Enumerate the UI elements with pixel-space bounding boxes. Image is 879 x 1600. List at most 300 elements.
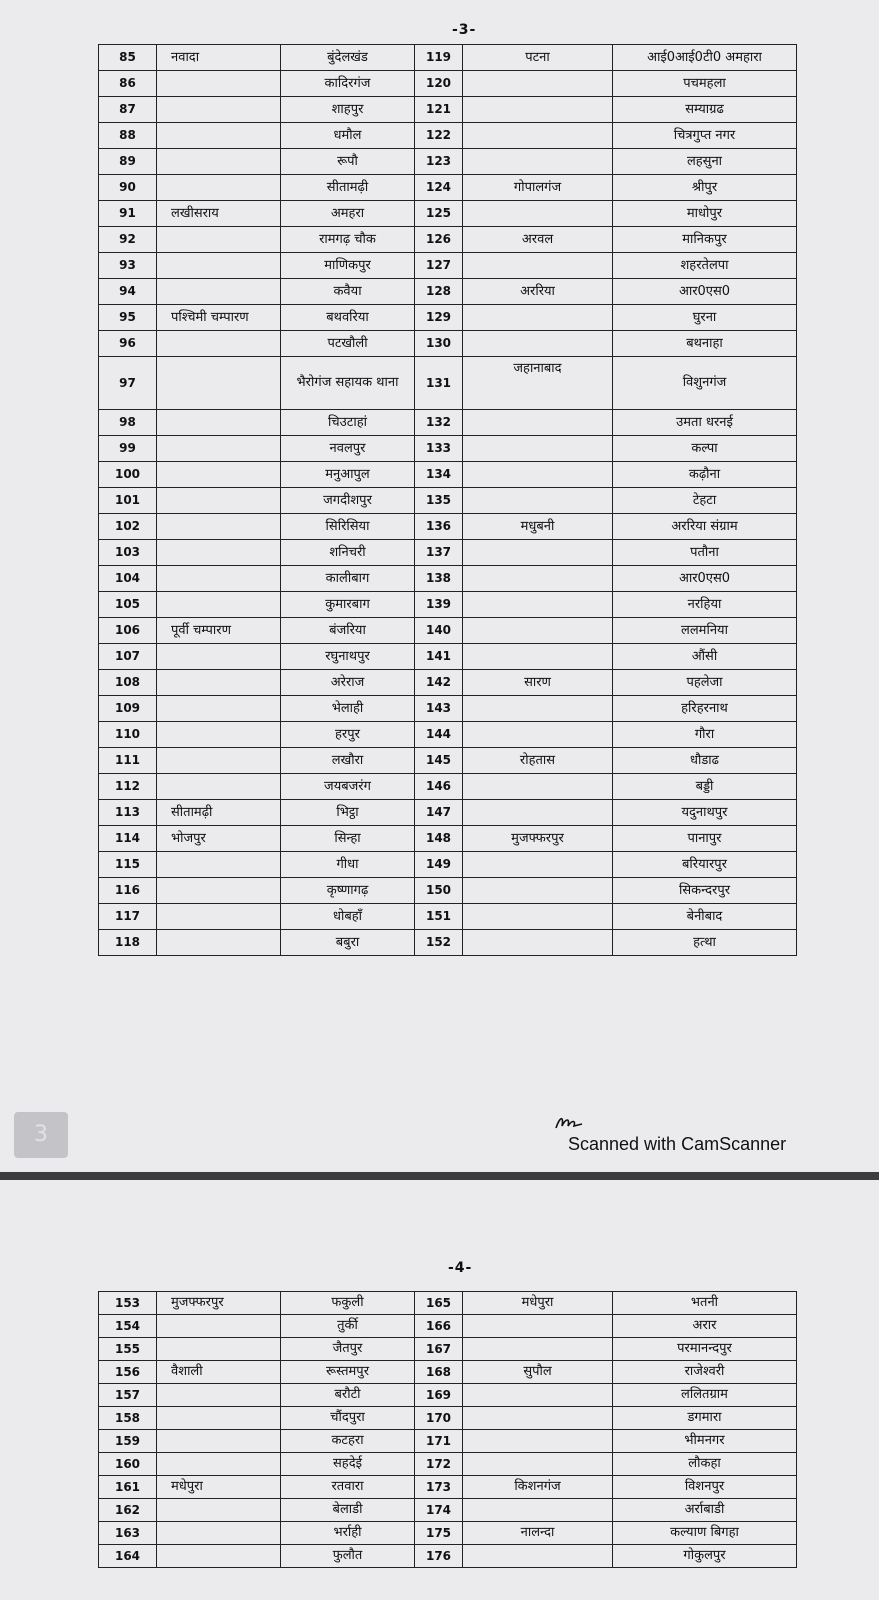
serial-number: 165 <box>415 1292 463 1315</box>
table-row <box>99 45 797 71</box>
police-station-table <box>98 44 797 956</box>
table-row <box>99 774 797 800</box>
serial-number: 106 <box>99 618 157 644</box>
station-name: कल्याण बिगहा <box>613 1522 797 1545</box>
table-row <box>99 930 797 956</box>
table-row <box>99 357 797 410</box>
table-row <box>99 305 797 331</box>
district-name <box>157 253 281 279</box>
serial-number: 138 <box>415 566 463 592</box>
station-name: रामगढ़ चौक <box>281 227 415 253</box>
station-name: कवैया <box>281 279 415 305</box>
station-name: सहदेई <box>281 1453 415 1476</box>
station-name: कुमारबाग <box>281 592 415 618</box>
serial-number: 175 <box>415 1522 463 1545</box>
district-name <box>463 331 613 357</box>
table-row <box>99 618 797 644</box>
table-row <box>99 253 797 279</box>
serial-number: 129 <box>415 305 463 331</box>
serial-number: 149 <box>415 852 463 878</box>
station-name: चौंदपुरा <box>281 1407 415 1430</box>
page-badge[interactable]: 3 <box>14 1112 68 1158</box>
document-page-4 <box>0 1180 879 1600</box>
table-row <box>99 878 797 904</box>
district-name <box>157 410 281 436</box>
district-name <box>157 670 281 696</box>
station-name: फुलौत <box>281 1545 415 1568</box>
station-name: अरेराज <box>281 670 415 696</box>
district-name <box>463 878 613 904</box>
station-name: मानिकपुर <box>613 227 797 253</box>
serial-number: 113 <box>99 800 157 826</box>
district-name <box>157 644 281 670</box>
table-row <box>99 1292 797 1315</box>
serial-number: 96 <box>99 331 157 357</box>
station-name: विशुनगंज <box>613 357 797 410</box>
district-name: रोहतास <box>463 748 613 774</box>
serial-number: 110 <box>99 722 157 748</box>
serial-number: 140 <box>415 618 463 644</box>
serial-number: 148 <box>415 826 463 852</box>
station-name: पचमहला <box>613 71 797 97</box>
table-row <box>99 1361 797 1384</box>
serial-number: 133 <box>415 436 463 462</box>
serial-number: 107 <box>99 644 157 670</box>
station-name: शाहपुर <box>281 97 415 123</box>
station-name: पटखौली <box>281 331 415 357</box>
station-name: भेलाही <box>281 696 415 722</box>
serial-number: 131 <box>415 357 463 410</box>
district-name <box>157 878 281 904</box>
district-name <box>157 1545 281 1568</box>
district-name <box>157 149 281 175</box>
station-name: गोकुलपुर <box>613 1545 797 1568</box>
station-name: शहरतेलपा <box>613 253 797 279</box>
serial-number: 98 <box>99 410 157 436</box>
serial-number: 97 <box>99 357 157 410</box>
district-name <box>463 1338 613 1361</box>
serial-number: 162 <box>99 1499 157 1522</box>
station-name: गीधा <box>281 852 415 878</box>
table-row <box>99 1384 797 1407</box>
station-name: घुरना <box>613 305 797 331</box>
serial-number: 115 <box>99 852 157 878</box>
serial-number: 159 <box>99 1430 157 1453</box>
table-row <box>99 644 797 670</box>
serial-number: 150 <box>415 878 463 904</box>
station-name: आई0आई0टी0 अमहारा <box>613 45 797 71</box>
district-name: सुपौल <box>463 1361 613 1384</box>
table-row <box>99 410 797 436</box>
station-name: परमानन्दपुर <box>613 1338 797 1361</box>
station-name: शनिचरी <box>281 540 415 566</box>
station-name: टेहटा <box>613 488 797 514</box>
serial-number: 146 <box>415 774 463 800</box>
serial-number: 117 <box>99 904 157 930</box>
district-name <box>463 1315 613 1338</box>
station-name: राजेश्वरी <box>613 1361 797 1384</box>
serial-number: 173 <box>415 1476 463 1499</box>
table-row <box>99 1499 797 1522</box>
serial-number: 126 <box>415 227 463 253</box>
serial-number: 158 <box>99 1407 157 1430</box>
station-name: माणिकपुर <box>281 253 415 279</box>
serial-number: 108 <box>99 670 157 696</box>
district-name <box>157 566 281 592</box>
district-name <box>463 1430 613 1453</box>
district-name: किशनगंज <box>463 1476 613 1499</box>
district-name: मधुबनी <box>463 514 613 540</box>
district-name <box>463 800 613 826</box>
table-row <box>99 696 797 722</box>
serial-number: 136 <box>415 514 463 540</box>
station-name: अर्राबाडी <box>613 1499 797 1522</box>
serial-number: 102 <box>99 514 157 540</box>
serial-number: 100 <box>99 462 157 488</box>
district-name: पटना <box>463 45 613 71</box>
district-name: नवादा <box>157 45 281 71</box>
station-name: जैतपुर <box>281 1338 415 1361</box>
district-name <box>157 1499 281 1522</box>
serial-number: 92 <box>99 227 157 253</box>
serial-number: 116 <box>99 878 157 904</box>
district-name <box>463 774 613 800</box>
table-row <box>99 800 797 826</box>
serial-number: 168 <box>415 1361 463 1384</box>
station-name: भिट्ठा <box>281 800 415 826</box>
serial-number: 111 <box>99 748 157 774</box>
district-name <box>157 930 281 956</box>
district-name <box>463 305 613 331</box>
station-name: चिउटाहां <box>281 410 415 436</box>
table-row <box>99 592 797 618</box>
district-name <box>463 462 613 488</box>
serial-number: 91 <box>99 201 157 227</box>
table-row <box>99 331 797 357</box>
serial-number: 87 <box>99 97 157 123</box>
station-name: बरियारपुर <box>613 852 797 878</box>
station-name: लहसुना <box>613 149 797 175</box>
station-name: भैरोगंज सहायक थाना <box>281 357 415 410</box>
district-name <box>463 436 613 462</box>
district-name <box>157 696 281 722</box>
district-name <box>463 488 613 514</box>
table-row <box>99 852 797 878</box>
station-name: ललितग्राम <box>613 1384 797 1407</box>
district-name: पूर्वी चम्पारण <box>157 618 281 644</box>
station-name: हरिहरनाथ <box>613 696 797 722</box>
table-row <box>99 722 797 748</box>
district-name: पश्चिमी चम्पारण <box>157 305 281 331</box>
district-name <box>157 592 281 618</box>
station-name: बथवरिया <box>281 305 415 331</box>
district-name: भोजपुर <box>157 826 281 852</box>
serial-number: 130 <box>415 331 463 357</box>
station-name: नरहिया <box>613 592 797 618</box>
station-name: सिकन्दरपुर <box>613 878 797 904</box>
table-row <box>99 149 797 175</box>
page-number: -4- <box>448 1260 473 1276</box>
table-row <box>99 904 797 930</box>
table-row <box>99 1338 797 1361</box>
serial-number: 94 <box>99 279 157 305</box>
scanner-watermark: Scanned with CamScanner <box>568 1134 787 1154</box>
serial-number: 142 <box>415 670 463 696</box>
district-name <box>157 1338 281 1361</box>
station-name: बंजरिया <box>281 618 415 644</box>
station-name: मनुआपुल <box>281 462 415 488</box>
district-name <box>157 748 281 774</box>
serial-number: 170 <box>415 1407 463 1430</box>
serial-number: 125 <box>415 201 463 227</box>
station-name: कालीबाग <box>281 566 415 592</box>
district-name <box>157 1522 281 1545</box>
district-name: मुजफ्फरपुर <box>157 1292 281 1315</box>
district-name: लखीसराय <box>157 201 281 227</box>
district-name <box>463 852 613 878</box>
table-row <box>99 1453 797 1476</box>
district-name <box>157 123 281 149</box>
station-name: ललमनिया <box>613 618 797 644</box>
page-number: -3- <box>452 22 477 38</box>
serial-number: 160 <box>99 1453 157 1476</box>
station-name: औंसी <box>613 644 797 670</box>
table-row <box>99 279 797 305</box>
serial-number: 172 <box>415 1453 463 1476</box>
table-row <box>99 748 797 774</box>
serial-number: 88 <box>99 123 157 149</box>
station-name: भीमनगर <box>613 1430 797 1453</box>
station-name: जगदीशपुर <box>281 488 415 514</box>
serial-number: 147 <box>415 800 463 826</box>
district-name <box>157 488 281 514</box>
table-row <box>99 436 797 462</box>
police-station-table <box>98 1291 797 1568</box>
table-row <box>99 488 797 514</box>
table-row <box>99 1407 797 1430</box>
station-name: अररिया संग्राम <box>613 514 797 540</box>
serial-number: 156 <box>99 1361 157 1384</box>
station-name: बड्डी <box>613 774 797 800</box>
serial-number: 86 <box>99 71 157 97</box>
district-name <box>463 71 613 97</box>
district-name <box>157 97 281 123</box>
serial-number: 90 <box>99 175 157 201</box>
district-name: मधेपुरा <box>463 1292 613 1315</box>
serial-number: 122 <box>415 123 463 149</box>
district-name <box>463 1384 613 1407</box>
serial-number: 95 <box>99 305 157 331</box>
table-row <box>99 123 797 149</box>
serial-number: 174 <box>415 1499 463 1522</box>
station-name: कृष्णागढ़ <box>281 878 415 904</box>
district-name <box>463 410 613 436</box>
district-name: मधेपुरा <box>157 1476 281 1499</box>
serial-number: 123 <box>415 149 463 175</box>
district-name <box>463 1499 613 1522</box>
serial-number: 137 <box>415 540 463 566</box>
table-row <box>99 670 797 696</box>
station-name: सम्याग्रढ <box>613 97 797 123</box>
serial-number: 151 <box>415 904 463 930</box>
station-name: डगमारा <box>613 1407 797 1430</box>
serial-number: 121 <box>415 97 463 123</box>
district-name <box>463 540 613 566</box>
district-name: सीतामढ़ी <box>157 800 281 826</box>
serial-number: 144 <box>415 722 463 748</box>
station-name: लखौरा <box>281 748 415 774</box>
district-name <box>157 357 281 410</box>
district-name: जहानाबाद <box>463 357 613 410</box>
station-name: सीतामढ़ी <box>281 175 415 201</box>
district-name <box>463 1453 613 1476</box>
district-name <box>463 123 613 149</box>
district-name <box>463 253 613 279</box>
table-row <box>99 826 797 852</box>
district-name <box>463 722 613 748</box>
station-name: तुर्की <box>281 1315 415 1338</box>
table-row <box>99 1545 797 1568</box>
serial-number: 134 <box>415 462 463 488</box>
serial-number: 112 <box>99 774 157 800</box>
serial-number: 105 <box>99 592 157 618</box>
station-name: रूस्तमपुर <box>281 1361 415 1384</box>
serial-number: 171 <box>415 1430 463 1453</box>
district-name <box>157 774 281 800</box>
serial-number: 109 <box>99 696 157 722</box>
serial-number: 118 <box>99 930 157 956</box>
table-row <box>99 540 797 566</box>
table-row <box>99 514 797 540</box>
serial-number: 89 <box>99 149 157 175</box>
district-name: नालन्दा <box>463 1522 613 1545</box>
serial-number: 157 <box>99 1384 157 1407</box>
district-name <box>463 149 613 175</box>
station-name: बुंदेलखंड <box>281 45 415 71</box>
station-name: भतनी <box>613 1292 797 1315</box>
district-name <box>157 175 281 201</box>
station-name: भर्राही <box>281 1522 415 1545</box>
serial-number: 127 <box>415 253 463 279</box>
district-name <box>157 540 281 566</box>
district-name <box>157 279 281 305</box>
district-name <box>463 904 613 930</box>
station-name: पानापुर <box>613 826 797 852</box>
district-name <box>157 71 281 97</box>
station-name: विशनपुर <box>613 1476 797 1499</box>
station-name: हत्था <box>613 930 797 956</box>
serial-number: 155 <box>99 1338 157 1361</box>
station-name: सिन्हा <box>281 826 415 852</box>
station-name: उमता धरनई <box>613 410 797 436</box>
district-name: मुजफ्फरपुर <box>463 826 613 852</box>
station-name: गौरा <box>613 722 797 748</box>
district-name <box>463 644 613 670</box>
district-name <box>157 436 281 462</box>
station-name: कादिरगंज <box>281 71 415 97</box>
serial-number: 119 <box>415 45 463 71</box>
serial-number: 143 <box>415 696 463 722</box>
district-name <box>463 592 613 618</box>
station-name: धौडाढ <box>613 748 797 774</box>
station-name: बेलाडी <box>281 1499 415 1522</box>
page-divider <box>0 1172 879 1180</box>
station-name: चित्रगुप्त नगर <box>613 123 797 149</box>
station-name: अरार <box>613 1315 797 1338</box>
station-name: आर0एस0 <box>613 566 797 592</box>
serial-number: 139 <box>415 592 463 618</box>
station-name: नवलपुर <box>281 436 415 462</box>
station-name: बरौटी <box>281 1384 415 1407</box>
station-name: कटहरा <box>281 1430 415 1453</box>
station-name: पतौना <box>613 540 797 566</box>
district-name <box>157 1430 281 1453</box>
serial-number: 128 <box>415 279 463 305</box>
district-name <box>157 1384 281 1407</box>
serial-number: 103 <box>99 540 157 566</box>
station-name: लौकहा <box>613 1453 797 1476</box>
serial-number: 169 <box>415 1384 463 1407</box>
station-name: रघुनाथपुर <box>281 644 415 670</box>
station-name: यदुनाथपुर <box>613 800 797 826</box>
station-name: आर0एस0 <box>613 279 797 305</box>
serial-number: 141 <box>415 644 463 670</box>
camscanner-logo-icon <box>552 1112 592 1134</box>
station-name: हरपुर <box>281 722 415 748</box>
district-name: गोपालगंज <box>463 175 613 201</box>
district-name <box>463 696 613 722</box>
district-name <box>157 1453 281 1476</box>
station-name: बथनाहा <box>613 331 797 357</box>
serial-number: 135 <box>415 488 463 514</box>
district-name <box>157 722 281 748</box>
district-name <box>157 852 281 878</box>
district-name <box>463 566 613 592</box>
serial-number: 154 <box>99 1315 157 1338</box>
station-name: माधोपुर <box>613 201 797 227</box>
table-row <box>99 71 797 97</box>
serial-number: 161 <box>99 1476 157 1499</box>
serial-number: 153 <box>99 1292 157 1315</box>
station-name: बेनीबाद <box>613 904 797 930</box>
station-name: बबुरा <box>281 930 415 956</box>
serial-number: 114 <box>99 826 157 852</box>
district-name <box>157 1407 281 1430</box>
table-row <box>99 1315 797 1338</box>
district-name <box>463 1545 613 1568</box>
serial-number: 124 <box>415 175 463 201</box>
station-name: धोबहाँ <box>281 904 415 930</box>
station-name: कल्पा <box>613 436 797 462</box>
table-row <box>99 462 797 488</box>
table-row <box>99 1522 797 1545</box>
district-name <box>463 1407 613 1430</box>
district-name <box>463 618 613 644</box>
station-name: रतवारा <box>281 1476 415 1499</box>
serial-number: 104 <box>99 566 157 592</box>
district-name <box>463 201 613 227</box>
serial-number: 132 <box>415 410 463 436</box>
table-row <box>99 201 797 227</box>
station-name: रूपौ <box>281 149 415 175</box>
serial-number: 152 <box>415 930 463 956</box>
table-row <box>99 97 797 123</box>
serial-number: 99 <box>99 436 157 462</box>
district-name <box>157 331 281 357</box>
serial-number: 176 <box>415 1545 463 1568</box>
station-name: पहलेजा <box>613 670 797 696</box>
station-name: अमहरा <box>281 201 415 227</box>
